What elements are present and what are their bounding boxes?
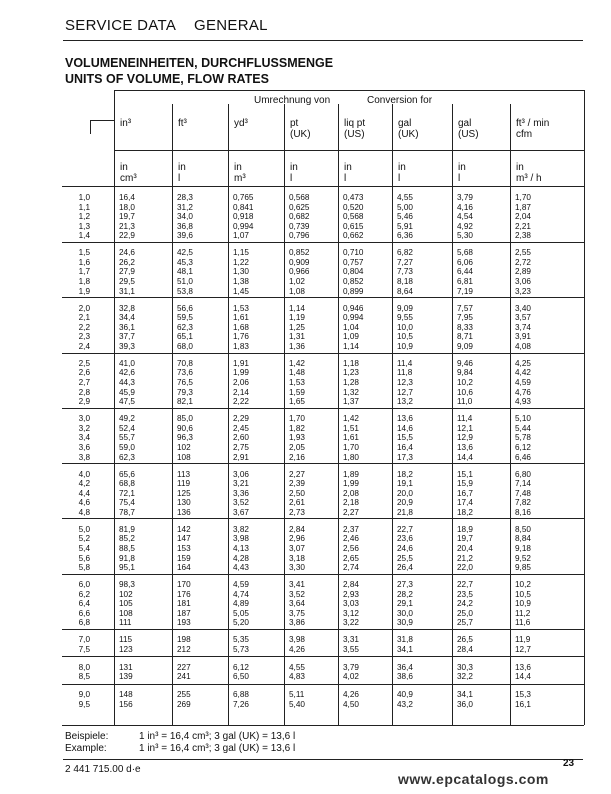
column-separator — [172, 104, 173, 725]
column-unit-header: ft³ — [178, 118, 187, 129]
table-cell-group: 49,2 52,4 55,7 59,0 62,3 — [119, 414, 135, 462]
table-cell-group: 2,84 2,93 3,03 3,12 3,22 — [343, 580, 359, 628]
factor-column: 3,0 3,2 3,4 3,6 3,8 — [78, 414, 90, 462]
factor-column: 2,5 2,6 2,7 2,8 2,9 — [78, 358, 90, 407]
table-cell-group: 3,41 3,52 3,64 3,75 3,86 — [289, 580, 305, 628]
factor-column: 1,5 1,6 1,7 1,8 1,9 — [78, 248, 90, 296]
table-cell-group: 42,5 45,3 48,1 51,0 53,8 — [177, 248, 193, 296]
table-cell-group: 8,50 8,84 9,18 9,52 9,85 — [515, 524, 531, 573]
column-separator — [392, 104, 393, 725]
table-border-bottom — [62, 725, 584, 726]
table-cell-group: 4,55 5,00 5,46 5,91 6,36 — [397, 193, 413, 241]
column-target-header: in m³ / h — [516, 162, 542, 184]
group-separator — [62, 353, 584, 354]
group-separator — [62, 518, 584, 519]
group-separator — [62, 242, 584, 243]
table-cell-group: 1,14 1,19 1,25 1,31 1,36 — [289, 303, 305, 351]
column-separator — [284, 104, 285, 725]
table-cell-group: 3,40 3,57 3,74 3,91 4,08 — [515, 303, 531, 351]
table-cell-group: 1,70 1,87 2,04 2,21 2,38 — [515, 193, 531, 241]
table-cell-group: 6,82 7,27 7,73 8,18 8,64 — [397, 248, 413, 296]
factor-column: 2,0 2,1 2,2 2,3 2,4 — [78, 303, 90, 351]
table-cell-group: 2,55 2,72 2,89 3,06 3,23 — [515, 248, 531, 296]
table-cell-group: 2,29 2,45 2,60 2,75 2,91 — [233, 414, 249, 462]
table-cell-group: 6,12 6,50 — [233, 662, 249, 682]
group-separator — [62, 297, 584, 298]
factor-column: 1,0 1,1 1,2 1,3 1,4 — [78, 193, 90, 241]
group-separator — [62, 656, 584, 657]
table-cell-group: 4,26 4,50 — [343, 690, 359, 709]
table-cell-group: 148 156 — [119, 690, 133, 709]
factor-column: 8,0 8,5 — [78, 662, 90, 682]
table-cell-group: 142 147 153 159 164 — [177, 524, 191, 573]
table-cell-group: 1,15 1,22 1,30 1,38 1,45 — [233, 248, 249, 296]
table-cell-group: 56,6 59,5 62,3 65,1 68,0 — [177, 303, 193, 351]
table-cell-group: 7,57 7,95 8,33 8,71 9,09 — [457, 303, 473, 351]
conversion-label-english: Conversion for — [367, 95, 433, 106]
table-cell-group: 4,55 4,83 — [289, 662, 305, 682]
table-cell-group: 15,1 15,9 16,7 17,4 18,2 — [457, 469, 473, 517]
column-target-header: in l — [344, 162, 352, 184]
table-border-top — [114, 90, 584, 91]
watermark: www.epcatalogs.com — [398, 771, 549, 787]
table-cell-group: 2,27 2,39 2,50 2,61 2,73 — [289, 469, 305, 517]
group-separator — [62, 629, 584, 630]
document-number: 2 441 715.00 d·e — [65, 764, 141, 775]
table-corner-mark-stem — [90, 120, 91, 134]
page-header-title — [65, 17, 268, 34]
column-target-header: in m³ — [234, 162, 246, 184]
table-cell-group: 5,35 5,73 — [233, 635, 249, 654]
table-cell-group: 11,4 11,8 12,3 12,7 13,2 — [397, 358, 413, 407]
examples-label-english: Example: — [65, 743, 107, 754]
table-border-right — [584, 90, 585, 725]
table-cell-group: 198 212 — [177, 635, 191, 654]
column-target-header: in cm³ — [120, 162, 137, 184]
table-cell-group: 24,6 26,2 27,9 29,5 31,1 — [119, 248, 135, 296]
table-cell-group: 3,79 4,02 — [343, 662, 359, 682]
table-cell-group: 6,88 7,26 — [233, 690, 249, 709]
table-cell-group: 4,25 4,42 4,59 4,76 4,93 — [515, 358, 531, 407]
table-cell-group: 26,5 28,4 — [457, 635, 473, 654]
table-cell-group: 227 241 — [177, 662, 191, 682]
column-unit-header: in³ — [120, 118, 132, 129]
table-cell-group: 5,68 6,06 6,44 6,81 7,19 — [457, 248, 473, 296]
table-cell-group: 9,46 9,84 10,2 10,6 11,0 — [457, 358, 473, 407]
header-rule — [63, 40, 583, 41]
table-cell-group: 10,2 10,5 10,9 11,2 11,6 — [515, 580, 531, 628]
table-cell-group: 85,0 90,6 96,3 102 108 — [177, 414, 193, 462]
section-label: SERVICE DATA — [65, 17, 177, 34]
table-cell-group: 0,710 0,757 0,804 0,852 0,899 — [343, 248, 364, 296]
table-cell-group: 13,6 14,6 15,5 16,4 17,3 — [397, 414, 413, 462]
conversion-table — [62, 90, 584, 725]
table-cell-group: 36,4 38,6 — [397, 662, 413, 682]
table-cell-group: 27,3 28,2 29,1 30,0 30,9 — [397, 580, 413, 628]
title-english: UNITS OF VOLUME, FLOW RATES — [65, 72, 269, 86]
table-cell-group: 0,852 0,909 0,966 1,02 1,08 — [289, 248, 310, 296]
column-unit-header: pt (UK) — [290, 118, 311, 140]
column-separator — [228, 104, 229, 725]
table-cell-group: 41,0 42,6 44,3 45,9 47,5 — [119, 358, 135, 407]
table-cell-group: 18,2 19,1 20,0 20,9 21,8 — [397, 469, 413, 517]
title-german: VOLUMENEINHEITEN, DURCHFLUSSMENGE — [65, 56, 334, 70]
table-cell-group: 3,31 3,55 — [343, 635, 359, 654]
table-cell-group: 255 269 — [177, 690, 191, 709]
table-cell-group: 1,70 1,82 1,93 2,05 2,16 — [289, 414, 305, 462]
examples-label-german: Beispiele: — [65, 731, 109, 742]
category-label: GENERAL — [194, 17, 268, 34]
table-cell-group: 3,79 4,16 4,54 4,92 5,30 — [457, 193, 473, 241]
column-unit-header: gal (UK) — [398, 118, 419, 140]
table-cell-group: 1,91 1,99 2,06 2,14 2,22 — [233, 358, 249, 407]
table-cell-group: 40,9 43,2 — [397, 690, 413, 709]
table-cell-group: 5,11 5,40 — [289, 690, 305, 709]
examples-text-german: 1 in³ = 16,4 cm³; 3 gal (UK) = 13,6 l — [139, 731, 296, 742]
table-cell-group: 113 119 125 130 136 — [177, 469, 191, 517]
factor-column: 5,0 5,2 5,4 5,6 5,8 — [78, 524, 90, 573]
table-cell-group: 1,42 1,51 1,61 1,70 1,80 — [343, 414, 359, 462]
conversion-label-german: Umrechnung von — [254, 95, 331, 106]
table-cell-group: 30,3 32,2 — [457, 662, 473, 682]
table-cell-group: 3,82 3,98 4,13 4,28 4,43 — [233, 524, 249, 573]
table-header-bottom — [62, 186, 584, 187]
table-cell-group: 34,1 36,0 — [457, 690, 473, 709]
table-cell-group: 65,6 68,8 72,1 75,4 78,7 — [119, 469, 135, 517]
table-cell-group: 4,59 4,74 4,89 5,05 5,20 — [233, 580, 249, 628]
table-cell-group: 5,10 5,44 5,78 6,12 6,46 — [515, 414, 531, 462]
column-target-header: in l — [458, 162, 466, 184]
page-number: 23 — [563, 758, 575, 769]
table-cell-group: 1,42 1,48 1,53 1,59 1,65 — [289, 358, 305, 407]
table-cell-group: 28,3 31,2 34,0 36,8 39,6 — [177, 193, 193, 241]
factor-column: 9,0 9,5 — [78, 690, 90, 709]
table-cell-group: 22,7 23,6 24,6 25,5 26,4 — [397, 524, 413, 573]
table-cell-group: 98,3 102 105 108 111 — [119, 580, 135, 628]
column-separator — [510, 104, 511, 725]
examples-text-english: 1 in³ = 16,4 cm³; 3 gal (UK) = 13,6 l — [139, 743, 296, 754]
table-cell-group: 2,37 2,46 2,56 2,65 2,74 — [343, 524, 359, 573]
footer-rule — [63, 759, 583, 760]
table-cell-group: 6,80 7,14 7,48 7,82 8,16 — [515, 469, 531, 517]
table-cell-group: 11,4 12,1 12,9 13,6 14,4 — [457, 414, 473, 462]
table-cell-group: 0,473 0,520 0,568 0,615 0,662 — [343, 193, 364, 241]
factor-column: 4,0 4,2 4,4 4,6 4,8 — [78, 469, 90, 517]
table-cell-group: 1,89 1,99 2,08 2,18 2,27 — [343, 469, 359, 517]
table-cell-group: 22,7 23,5 24,2 25,0 25,7 — [457, 580, 473, 628]
column-separator — [338, 104, 339, 725]
table-cell-group: 31,8 34,1 — [397, 635, 413, 654]
table-cell-group: 2,84 2,96 3,07 3,18 3,30 — [289, 524, 305, 573]
table-cell-group: 131 139 — [119, 662, 133, 682]
table-cell-group: 0,568 0,625 0,682 0,739 0,796 — [289, 193, 310, 241]
table-cell-group: 9,09 9,55 10,0 10,5 10,9 — [397, 303, 413, 351]
factor-column: 7,0 7,5 — [78, 635, 90, 654]
column-target-header: in l — [398, 162, 406, 184]
table-cell-group: 32,8 34,4 36,1 37,7 39,3 — [119, 303, 135, 351]
table-unit-separator — [114, 150, 584, 151]
group-separator — [62, 463, 584, 464]
column-unit-header: liq pt (US) — [344, 118, 366, 140]
column-unit-header: ft³ / min cfm — [516, 118, 550, 140]
column-unit-header: yd³ — [234, 118, 248, 129]
table-cell-group: 70,8 73,6 76,5 79,3 82,1 — [177, 358, 193, 407]
table-cell-group: 1,18 1,23 1,28 1,32 1,37 — [343, 358, 359, 407]
table-cell-group: 18,9 19,7 20,4 21,2 22,0 — [457, 524, 473, 573]
group-separator — [62, 684, 584, 685]
column-separator — [452, 104, 453, 725]
factor-column: 6,0 6,2 6,4 6,6 6,8 — [78, 580, 90, 628]
column-target-header: in l — [290, 162, 298, 184]
table-cell-group: 0,946 0,994 1,04 1,09 1,14 — [343, 303, 364, 351]
table-cell-group: 1,53 1,61 1,68 1,76 1,83 — [233, 303, 249, 351]
table-cell-group: 13,6 14,4 — [515, 662, 531, 682]
table-cell-group: 16,4 18,0 19,7 21,3 22,9 — [119, 193, 135, 241]
table-corner-mark — [90, 120, 114, 121]
column-unit-header: gal (US) — [458, 118, 479, 140]
column-target-header: in l — [178, 162, 186, 184]
group-separator — [62, 574, 584, 575]
table-cell-group: 0,765 0,841 0,918 0,994 1,07 — [233, 193, 254, 241]
table-cell-group: 11,9 12,7 — [515, 635, 531, 654]
group-separator — [62, 408, 584, 409]
table-cell-group: 115 123 — [119, 635, 133, 654]
table-cell-group: 3,98 4,26 — [289, 635, 305, 654]
table-cell-group: 15,3 16,1 — [515, 690, 531, 709]
table-cell-group: 170 176 181 187 193 — [177, 580, 191, 628]
table-cell-group: 3,06 3,21 3,36 3,52 3,67 — [233, 469, 249, 517]
table-cell-group: 81,9 85,2 88,5 91,8 95,1 — [119, 524, 135, 573]
